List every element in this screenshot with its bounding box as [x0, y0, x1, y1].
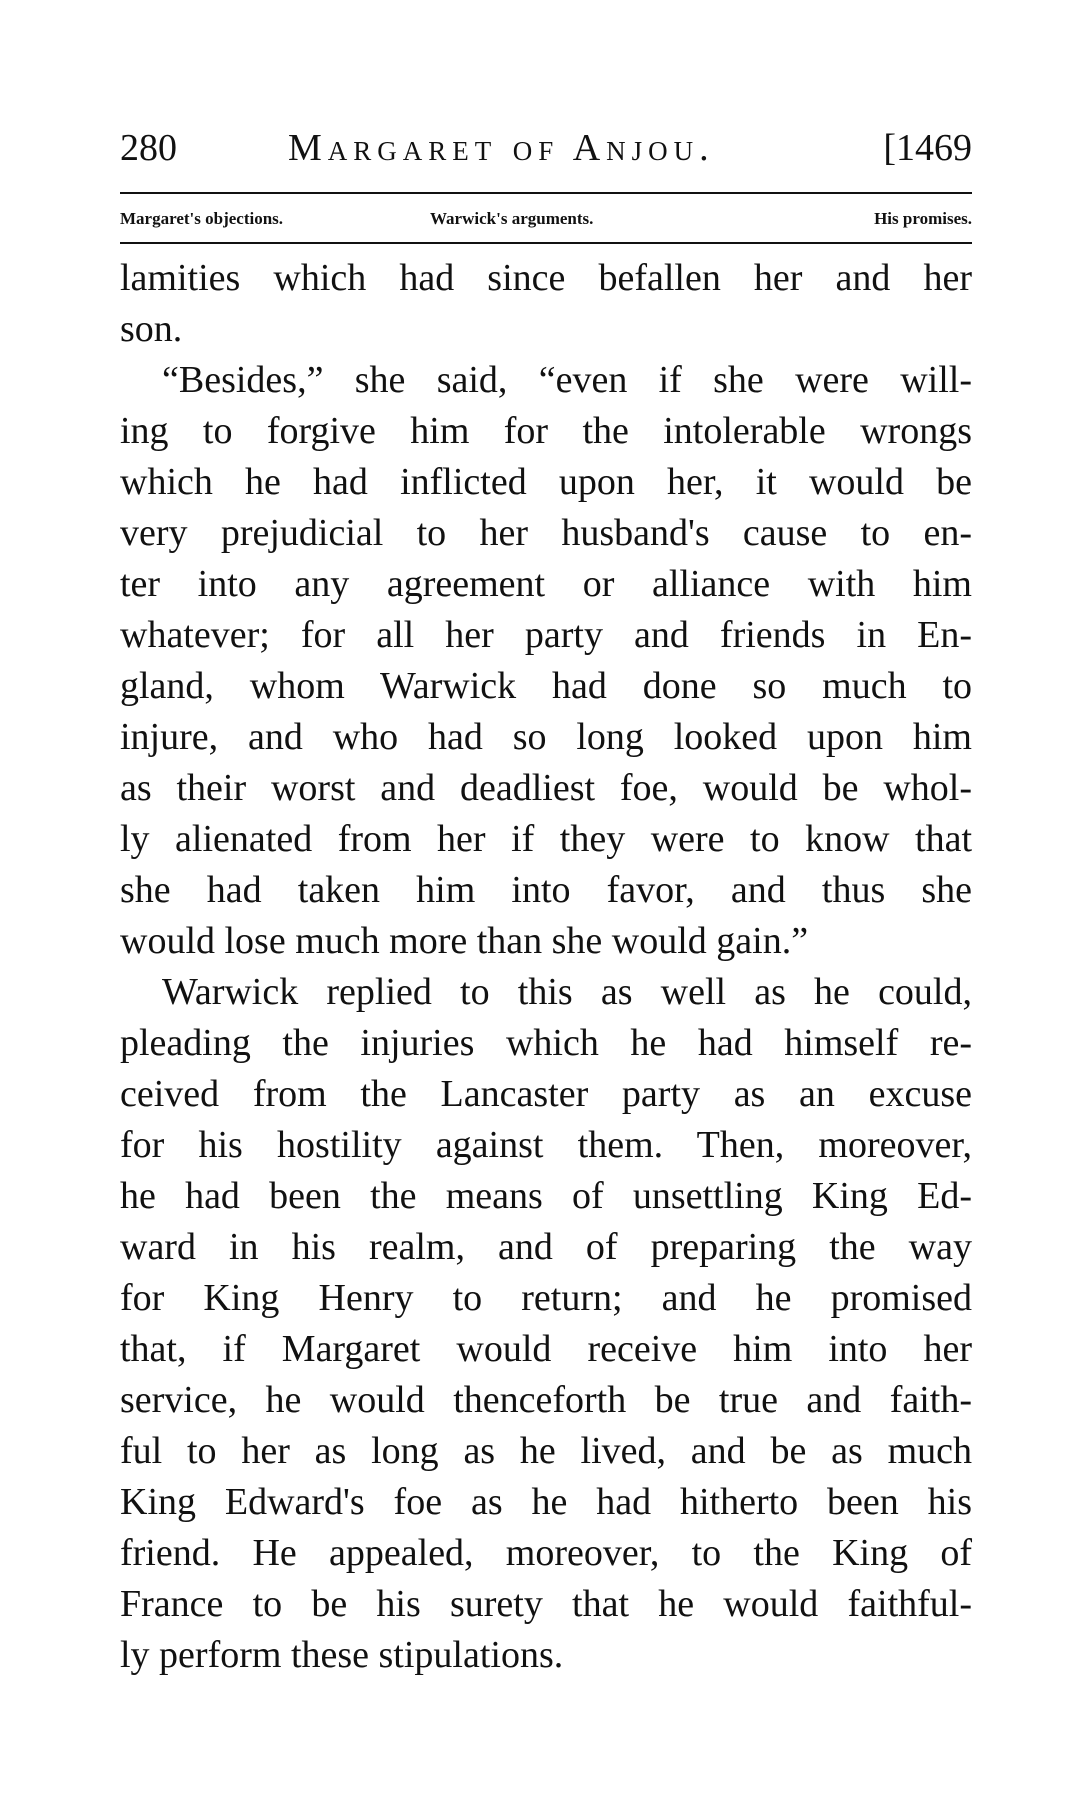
text-line: for his hostility against them. Then, moreover,	[120, 1124, 972, 1166]
text-line: would lose much more than she would gain.”	[120, 920, 809, 962]
text-line: as their worst and deadliest foe, would be whol-	[120, 767, 972, 809]
text-line: friend. He appealed, moreover, to the King of	[120, 1532, 972, 1574]
text-line: very prejudicial to her husband's cause to en-	[120, 512, 972, 554]
text-line: whatever; for all her party and friends in En-	[120, 614, 972, 656]
text-line: lamities which had since befallen her and her	[120, 257, 972, 299]
text-line: ter into any agreement or alliance with him	[120, 563, 972, 605]
text-line: for King Henry to return; and he promised	[120, 1277, 972, 1319]
text-line: ing to forgive him for the intolerable wrongs	[120, 410, 972, 452]
text-line: injure, and who had so long looked upon him	[120, 716, 972, 758]
header-rule-top	[120, 192, 972, 194]
text-line: ful to her as long as he lived, and be as much	[120, 1430, 972, 1472]
text-line: “Besides,” she said, “even if she were will-	[162, 359, 972, 401]
text-line: King Edward's foe as he had hitherto been his	[120, 1481, 972, 1523]
year-marker: [1469	[883, 127, 972, 169]
paragraph-warwick-reply	[120, 967, 972, 1681]
paragraph-margaret-speech	[120, 355, 972, 967]
text-line: Warwick replied to this as well as he could,	[162, 971, 972, 1013]
text-line: gland, whom Warwick had done so much to	[120, 665, 972, 707]
text-line: pleading the injuries which he had himself re-	[120, 1022, 972, 1064]
marginal-note-promises: His promises.	[874, 209, 972, 228]
marginal-notes	[120, 200, 972, 238]
text-line: France to be his surety that he would faithful-	[120, 1583, 972, 1625]
marginal-note-objections: Margaret's objections.	[120, 209, 284, 228]
text-line: ceived from the Lancaster party as an excuse	[120, 1073, 972, 1115]
book-title: Margaret of Anjou.	[288, 127, 715, 169]
text-line: ward in his realm, and of preparing the way	[120, 1226, 972, 1268]
marginal-note-arguments: Warwick's arguments.	[430, 209, 594, 228]
running-head	[120, 122, 972, 174]
page-number: 280	[120, 127, 177, 169]
text-line: ly alienated from her if they were to know that	[120, 818, 972, 860]
text-line: ly perform these stipulations.	[120, 1634, 564, 1676]
text-line: he had been the means of unsettling King Ed-	[120, 1175, 972, 1217]
paragraph-continuation	[120, 253, 972, 355]
body-text	[120, 253, 972, 1681]
text-line: she had taken him into favor, and thus she	[120, 869, 972, 911]
text-line: which he had inflicted upon her, it would be	[120, 461, 972, 503]
text-line: service, he would thenceforth be true and faith-	[120, 1379, 972, 1421]
text-line: that, if Margaret would receive him into her	[120, 1328, 972, 1370]
text-line: son.	[120, 308, 183, 350]
header-rule-bottom	[120, 242, 972, 244]
